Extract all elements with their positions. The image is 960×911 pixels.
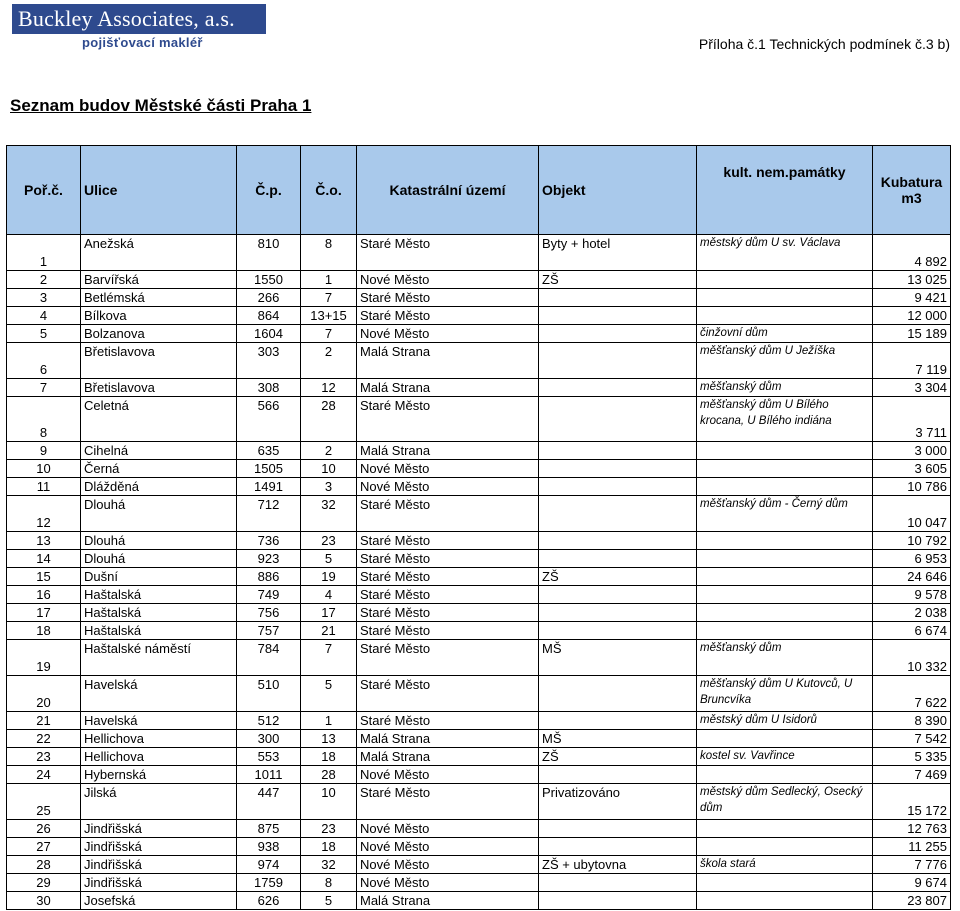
area-cell: Staré Město — [357, 640, 539, 676]
area-cell: Malá Strana — [357, 379, 539, 397]
volume-cell: 10 786 — [873, 478, 951, 496]
table-row — [7, 235, 951, 271]
area-cell: Staré Město — [357, 622, 539, 640]
table-row — [7, 640, 951, 676]
object-cell — [539, 442, 697, 460]
object-cell — [539, 289, 697, 307]
col-header-volume: Kubatura m3 — [873, 146, 951, 235]
row-number: 29 — [7, 874, 81, 892]
cp-cell: 1011 — [237, 766, 301, 784]
object-cell: ZŠ — [539, 568, 697, 586]
object-cell — [539, 892, 697, 910]
co-cell: 1 — [301, 712, 357, 730]
street-cell: Jilská — [81, 784, 237, 820]
co-cell: 32 — [301, 496, 357, 532]
area-cell: Staré Město — [357, 235, 539, 271]
volume-cell: 9 421 — [873, 289, 951, 307]
volume-cell: 10 792 — [873, 532, 951, 550]
monument-cell — [697, 532, 873, 550]
row-number: 25 — [7, 784, 81, 820]
area-cell: Malá Strana — [357, 442, 539, 460]
table-row — [7, 604, 951, 622]
table-row — [7, 532, 951, 550]
col-header-no: Poř.č. — [7, 146, 81, 235]
monument-cell — [697, 622, 873, 640]
street-cell: Havelská — [81, 712, 237, 730]
volume-cell: 7 119 — [873, 343, 951, 379]
object-cell — [539, 622, 697, 640]
volume-cell: 7 776 — [873, 856, 951, 874]
table-row — [7, 748, 951, 766]
volume-cell: 3 605 — [873, 460, 951, 478]
street-cell: Jindřišská — [81, 874, 237, 892]
object-cell — [539, 532, 697, 550]
co-cell: 8 — [301, 874, 357, 892]
cp-cell: 300 — [237, 730, 301, 748]
table-row — [7, 307, 951, 325]
cp-cell: 757 — [237, 622, 301, 640]
cp-cell: 784 — [237, 640, 301, 676]
row-number: 19 — [7, 640, 81, 676]
cp-cell: 736 — [237, 532, 301, 550]
area-cell: Malá Strana — [357, 730, 539, 748]
street-cell: Dlážděná — [81, 478, 237, 496]
table-row — [7, 325, 951, 343]
co-cell: 28 — [301, 397, 357, 442]
volume-cell: 10 332 — [873, 640, 951, 676]
street-cell: Havelská — [81, 676, 237, 712]
street-cell: Jindřišská — [81, 820, 237, 838]
table-row — [7, 766, 951, 784]
volume-cell: 23 807 — [873, 892, 951, 910]
co-cell: 7 — [301, 640, 357, 676]
area-cell: Staré Město — [357, 568, 539, 586]
table-row — [7, 838, 951, 856]
co-cell: 7 — [301, 325, 357, 343]
row-number: 5 — [7, 325, 81, 343]
cp-cell: 1550 — [237, 271, 301, 289]
co-cell: 12 — [301, 379, 357, 397]
col-header-monument: kult. nem.památky — [697, 146, 873, 235]
monument-cell: měšťanský dům — [697, 379, 873, 397]
street-cell: Betlémská — [81, 289, 237, 307]
area-cell: Staré Město — [357, 586, 539, 604]
co-cell: 23 — [301, 820, 357, 838]
row-number: 3 — [7, 289, 81, 307]
co-cell: 28 — [301, 766, 357, 784]
monument-cell — [697, 442, 873, 460]
street-cell: Hellichova — [81, 748, 237, 766]
object-cell — [539, 397, 697, 442]
row-number: 24 — [7, 766, 81, 784]
row-number: 7 — [7, 379, 81, 397]
area-cell: Nové Město — [357, 271, 539, 289]
table-row — [7, 379, 951, 397]
street-cell: Břetislavova — [81, 379, 237, 397]
row-number: 20 — [7, 676, 81, 712]
volume-cell: 3 000 — [873, 442, 951, 460]
cp-cell: 635 — [237, 442, 301, 460]
row-number: 6 — [7, 343, 81, 379]
volume-cell: 7 622 — [873, 676, 951, 712]
co-cell: 3 — [301, 478, 357, 496]
monument-cell — [697, 568, 873, 586]
monument-cell — [697, 892, 873, 910]
monument-cell — [697, 838, 873, 856]
volume-cell: 7 469 — [873, 766, 951, 784]
row-number: 8 — [7, 397, 81, 442]
co-cell: 13 — [301, 730, 357, 748]
cp-cell: 1505 — [237, 460, 301, 478]
object-cell: ZŠ + ubytovna — [539, 856, 697, 874]
area-cell: Staré Město — [357, 604, 539, 622]
monument-cell: měšťanský dům — [697, 640, 873, 676]
area-cell: Nové Město — [357, 874, 539, 892]
co-cell: 2 — [301, 343, 357, 379]
object-cell — [539, 586, 697, 604]
monument-cell: měšťanský dům U Kutovců, U Bruncvíka — [697, 676, 873, 712]
area-cell: Nové Město — [357, 325, 539, 343]
monument-cell: měšťanský dům U Ježíška — [697, 343, 873, 379]
row-number: 23 — [7, 748, 81, 766]
monument-cell — [697, 820, 873, 838]
row-number: 22 — [7, 730, 81, 748]
volume-cell: 13 025 — [873, 271, 951, 289]
volume-cell: 15 172 — [873, 784, 951, 820]
area-cell: Staré Město — [357, 307, 539, 325]
area-cell: Staré Město — [357, 532, 539, 550]
co-cell: 19 — [301, 568, 357, 586]
volume-cell: 4 892 — [873, 235, 951, 271]
co-cell: 7 — [301, 289, 357, 307]
volume-cell: 2 038 — [873, 604, 951, 622]
cp-cell: 266 — [237, 289, 301, 307]
volume-cell: 6 674 — [873, 622, 951, 640]
object-cell — [539, 838, 697, 856]
street-cell: Hybernská — [81, 766, 237, 784]
table-row — [7, 712, 951, 730]
monument-cell — [697, 586, 873, 604]
volume-cell: 15 189 — [873, 325, 951, 343]
object-cell: MŠ — [539, 640, 697, 676]
co-cell: 21 — [301, 622, 357, 640]
col-header-co: Č.o. — [301, 146, 357, 235]
monument-cell — [697, 874, 873, 892]
table-row — [7, 397, 951, 442]
co-cell: 23 — [301, 532, 357, 550]
object-cell — [539, 712, 697, 730]
area-cell: Nové Město — [357, 856, 539, 874]
cp-cell: 308 — [237, 379, 301, 397]
street-cell: Hellichova — [81, 730, 237, 748]
row-number: 18 — [7, 622, 81, 640]
area-cell: Nové Město — [357, 820, 539, 838]
col-header-object: Objekt — [539, 146, 697, 235]
object-cell: Byty + hotel — [539, 235, 697, 271]
co-cell: 17 — [301, 604, 357, 622]
co-cell: 10 — [301, 784, 357, 820]
monument-cell — [697, 289, 873, 307]
volume-cell: 9 578 — [873, 586, 951, 604]
cp-cell: 810 — [237, 235, 301, 271]
cp-cell: 938 — [237, 838, 301, 856]
object-cell — [539, 379, 697, 397]
table-row — [7, 856, 951, 874]
monument-cell: městský dům U sv. Václava — [697, 235, 873, 271]
object-cell: Privatizováno — [539, 784, 697, 820]
cp-cell: 447 — [237, 784, 301, 820]
table-row — [7, 820, 951, 838]
logo-subtitle: pojišťovací makléř — [82, 35, 203, 50]
street-cell: Dlouhá — [81, 496, 237, 532]
area-cell: Staré Město — [357, 784, 539, 820]
street-cell: Celetná — [81, 397, 237, 442]
cp-cell: 512 — [237, 712, 301, 730]
monument-cell: činžovní dům — [697, 325, 873, 343]
col-header-street: Ulice — [81, 146, 237, 235]
table-row — [7, 730, 951, 748]
page-title: Seznam budov Městské části Praha 1 — [10, 96, 312, 115]
street-cell: Haštalská — [81, 622, 237, 640]
cp-cell: 1604 — [237, 325, 301, 343]
cp-cell: 566 — [237, 397, 301, 442]
row-number: 26 — [7, 820, 81, 838]
monument-cell — [697, 550, 873, 568]
table-row — [7, 784, 951, 820]
row-number: 28 — [7, 856, 81, 874]
object-cell: ZŠ — [539, 748, 697, 766]
monument-cell: škola stará — [697, 856, 873, 874]
co-cell: 18 — [301, 838, 357, 856]
table-row — [7, 586, 951, 604]
annex-label: Příloha č.1 Technických podmínek č.3 b) — [698, 36, 950, 52]
volume-cell: 7 542 — [873, 730, 951, 748]
area-cell: Malá Strana — [357, 748, 539, 766]
volume-cell: 3 711 — [873, 397, 951, 442]
logo-main: Buckley Associates, a.s. — [12, 4, 266, 34]
table-row — [7, 874, 951, 892]
row-number: 30 — [7, 892, 81, 910]
table-body — [7, 235, 951, 910]
object-cell — [539, 460, 697, 478]
monument-cell — [697, 730, 873, 748]
co-cell: 2 — [301, 442, 357, 460]
volume-cell: 3 304 — [873, 379, 951, 397]
area-cell: Malá Strana — [357, 892, 539, 910]
building-list-table — [6, 145, 951, 910]
table-row — [7, 892, 951, 910]
object-cell — [539, 820, 697, 838]
row-number: 9 — [7, 442, 81, 460]
co-cell: 18 — [301, 748, 357, 766]
cp-cell: 756 — [237, 604, 301, 622]
table-row — [7, 343, 951, 379]
area-cell: Staré Město — [357, 550, 539, 568]
object-cell — [539, 496, 697, 532]
co-cell: 5 — [301, 550, 357, 568]
area-cell: Staré Město — [357, 289, 539, 307]
row-number: 27 — [7, 838, 81, 856]
cp-cell: 886 — [237, 568, 301, 586]
row-number: 10 — [7, 460, 81, 478]
monument-cell: měšťanský dům U Bílého krocana, U Bílého indiána — [697, 397, 873, 442]
object-cell — [539, 343, 697, 379]
co-cell: 13+15 — [301, 307, 357, 325]
table-row — [7, 550, 951, 568]
monument-cell: kostel sv. Vavřince — [697, 748, 873, 766]
cp-cell: 626 — [237, 892, 301, 910]
table-row — [7, 568, 951, 586]
table-row — [7, 478, 951, 496]
cp-cell: 875 — [237, 820, 301, 838]
object-cell — [539, 478, 697, 496]
volume-cell: 12 000 — [873, 307, 951, 325]
area-cell: Nové Město — [357, 478, 539, 496]
monument-cell: městský dům U Isidorů — [697, 712, 873, 730]
area-cell: Staré Město — [357, 712, 539, 730]
row-number: 14 — [7, 550, 81, 568]
area-cell: Nové Město — [357, 838, 539, 856]
monument-cell: měšťanský dům - Černý dům — [697, 496, 873, 532]
row-number: 4 — [7, 307, 81, 325]
monument-cell — [697, 460, 873, 478]
monument-cell — [697, 271, 873, 289]
cp-cell: 749 — [237, 586, 301, 604]
volume-cell: 5 335 — [873, 748, 951, 766]
row-number: 2 — [7, 271, 81, 289]
monument-cell — [697, 766, 873, 784]
row-number: 17 — [7, 604, 81, 622]
area-cell: Staré Město — [357, 496, 539, 532]
col-header-cp: Č.p. — [237, 146, 301, 235]
street-cell: Dušní — [81, 568, 237, 586]
object-cell — [539, 550, 697, 568]
street-cell: Dlouhá — [81, 532, 237, 550]
object-cell — [539, 307, 697, 325]
company-logo — [12, 4, 266, 52]
table-row — [7, 676, 951, 712]
street-cell: Haštalské náměstí — [81, 640, 237, 676]
street-cell: Jindřišská — [81, 838, 237, 856]
monument-cell: městský dům Sedlecký, Osecký dům — [697, 784, 873, 820]
object-cell — [539, 604, 697, 622]
street-cell: Anežská — [81, 235, 237, 271]
area-cell: Nové Město — [357, 766, 539, 784]
object-cell: ZŠ — [539, 271, 697, 289]
co-cell: 1 — [301, 271, 357, 289]
cp-cell: 974 — [237, 856, 301, 874]
cp-cell: 553 — [237, 748, 301, 766]
monument-cell — [697, 478, 873, 496]
monument-cell — [697, 604, 873, 622]
table-row — [7, 496, 951, 532]
object-cell — [539, 874, 697, 892]
cp-cell: 864 — [237, 307, 301, 325]
street-cell: Černá — [81, 460, 237, 478]
area-cell: Malá Strana — [357, 343, 539, 379]
street-cell: Břetislavova — [81, 343, 237, 379]
row-number: 13 — [7, 532, 81, 550]
street-cell: Barvířská — [81, 271, 237, 289]
co-cell: 5 — [301, 892, 357, 910]
co-cell: 5 — [301, 676, 357, 712]
object-cell — [539, 325, 697, 343]
volume-cell: 10 047 — [873, 496, 951, 532]
area-cell: Staré Město — [357, 397, 539, 442]
monument-cell — [697, 307, 873, 325]
row-number: 11 — [7, 478, 81, 496]
object-cell — [539, 766, 697, 784]
row-number: 21 — [7, 712, 81, 730]
table-header-row — [7, 146, 951, 235]
table-row — [7, 271, 951, 289]
cp-cell: 1759 — [237, 874, 301, 892]
object-cell: MŠ — [539, 730, 697, 748]
volume-cell: 9 674 — [873, 874, 951, 892]
street-cell: Josefská — [81, 892, 237, 910]
street-cell: Bílkova — [81, 307, 237, 325]
cp-cell: 510 — [237, 676, 301, 712]
co-cell: 8 — [301, 235, 357, 271]
area-cell: Staré Město — [357, 676, 539, 712]
volume-cell: 24 646 — [873, 568, 951, 586]
street-cell: Jindřišská — [81, 856, 237, 874]
object-cell — [539, 676, 697, 712]
row-number: 12 — [7, 496, 81, 532]
co-cell: 32 — [301, 856, 357, 874]
volume-cell: 8 390 — [873, 712, 951, 730]
table-row — [7, 442, 951, 460]
street-cell: Haštalská — [81, 586, 237, 604]
row-number: 1 — [7, 235, 81, 271]
row-number: 15 — [7, 568, 81, 586]
col-header-area: Katastrální území — [357, 146, 539, 235]
street-cell: Dlouhá — [81, 550, 237, 568]
co-cell: 10 — [301, 460, 357, 478]
cp-cell: 1491 — [237, 478, 301, 496]
volume-cell: 12 763 — [873, 820, 951, 838]
area-cell: Nové Město — [357, 460, 539, 478]
row-number: 16 — [7, 586, 81, 604]
volume-cell: 6 953 — [873, 550, 951, 568]
table-row — [7, 289, 951, 307]
table-row — [7, 460, 951, 478]
table-row — [7, 622, 951, 640]
cp-cell: 303 — [237, 343, 301, 379]
street-cell: Bolzanova — [81, 325, 237, 343]
co-cell: 4 — [301, 586, 357, 604]
cp-cell: 712 — [237, 496, 301, 532]
volume-cell: 11 255 — [873, 838, 951, 856]
street-cell: Haštalská — [81, 604, 237, 622]
cp-cell: 923 — [237, 550, 301, 568]
street-cell: Cihelná — [81, 442, 237, 460]
